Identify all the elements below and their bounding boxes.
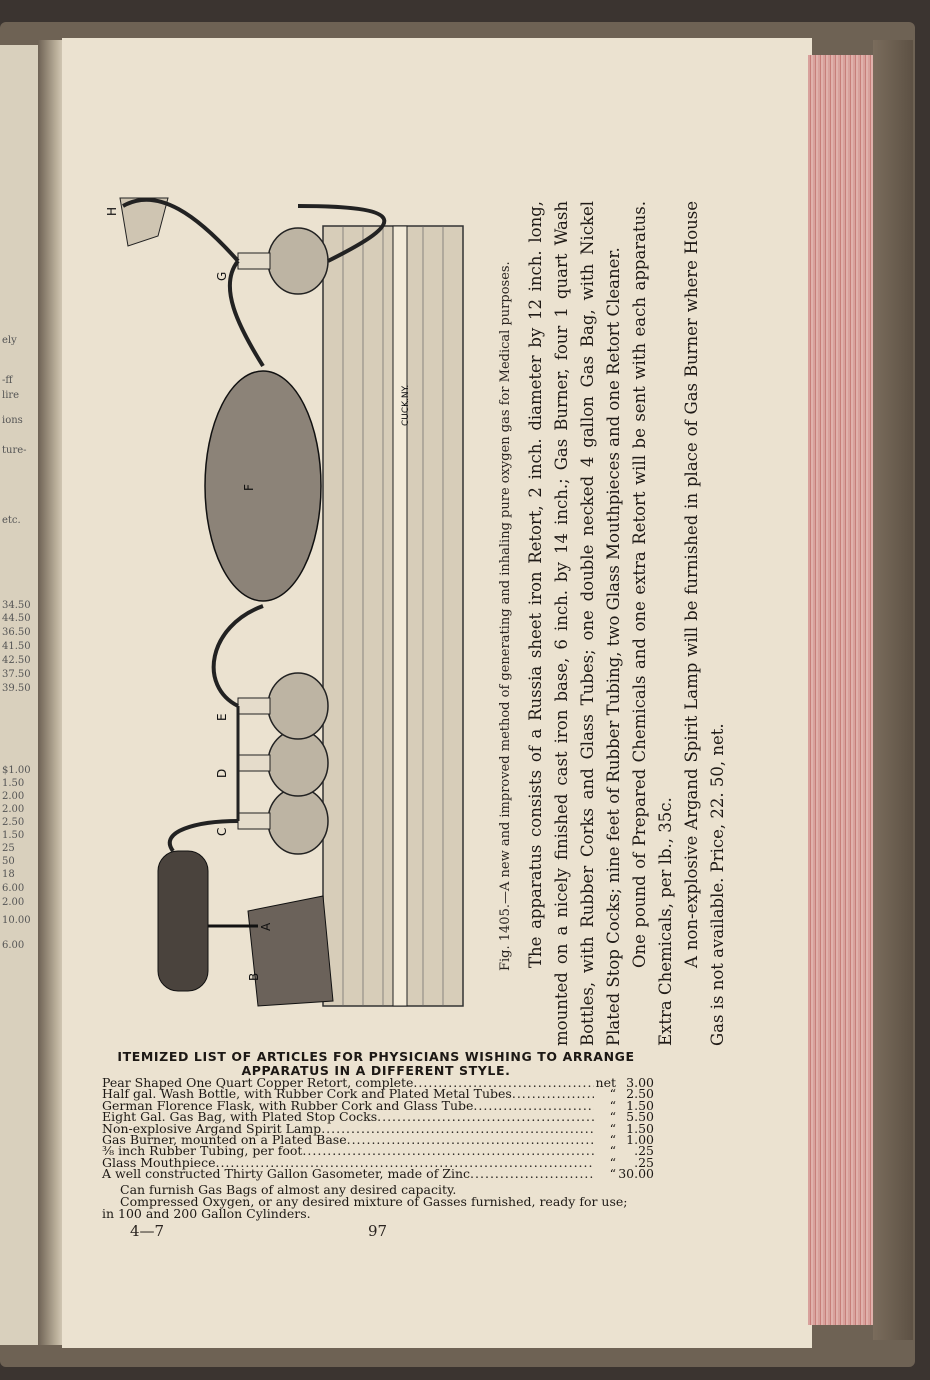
- left-page-fragment: 1.50: [2, 830, 25, 841]
- heading-line-2: APPARATUS IN A DIFFERENT STYLE.: [241, 1063, 511, 1078]
- item-unit: net: [595, 1075, 616, 1090]
- left-page-fragment: 44.50: [2, 613, 31, 624]
- label-g: G: [215, 271, 229, 281]
- left-page-fragment: 50: [2, 856, 15, 867]
- left-page-fragment: 41.50: [2, 641, 31, 652]
- left-page-fragment: 6.00: [2, 940, 25, 951]
- item-unit: “: [609, 1120, 616, 1136]
- signature-mark: 4—7: [130, 1222, 165, 1240]
- item-name: Pear Shaped One Quart Copper Retort, complete: [102, 1075, 414, 1090]
- itemized-list-heading: [102, 1050, 650, 1078]
- item-price: 1.00: [626, 1132, 654, 1148]
- left-page-fragment: 10.00: [2, 915, 31, 926]
- page-edges: [808, 55, 875, 1325]
- rotated-content: [98, 196, 727, 1046]
- item-price: 3.00: [626, 1075, 654, 1090]
- item-price: 30.00: [618, 1166, 654, 1182]
- heading-line-1: ITEMIZED LIST OF ARTICLES FOR PHYSICIANS WISHING TO ARRANGE: [117, 1049, 635, 1064]
- left-page-fragment: $1.00: [2, 765, 31, 776]
- item-name: German Florence Flask, with Rubber Cork and Glass Tube: [102, 1097, 474, 1113]
- description-paragraph: The apparatus consists of a Russia sheet iron Retort, 2 inch. diameter by 12 inch. long, mounted on a nicely finished cast iron base, 6 inch. by 14 inch.; Gas Burner, four 1 quart Wash Bottles, with Rubber Corks and Glass Tubes; one double necked 4 gallon Gas Bag, with Nickel Plated Stop Cocks; nine feet of Rubber Tubing, two Glass Mouthpieces and one Retort Cleaner.: [526, 201, 623, 1046]
- label-a: A: [259, 922, 273, 931]
- figure-caption: Fig. 1405.—A new and improved method of generating and inhaling pure oxygen gas for Medical purposes.: [498, 261, 513, 971]
- left-page-fragment: 39.50: [2, 683, 31, 694]
- item-name: Non-explosive Argand Spirit Lamp: [102, 1120, 322, 1136]
- item-name: Gas Burner, mounted on a Plated Base: [102, 1132, 347, 1148]
- label-e: E: [215, 713, 229, 721]
- item-unit: “: [609, 1154, 616, 1170]
- item-name: Eight Gal. Gas Bag, with Plated Stop Cocks: [102, 1109, 378, 1125]
- left-page-edge: [0, 45, 42, 1345]
- label-h: H: [105, 206, 119, 216]
- left-page-fragment: 1.50: [2, 778, 25, 789]
- left-page-fragment: 25: [2, 843, 15, 854]
- list-item: [102, 1166, 654, 1182]
- left-page-fragment: 2.00: [2, 791, 25, 802]
- left-page-fragment: ely: [2, 335, 17, 346]
- oxygen-apparatus-illustration: [98, 196, 470, 1046]
- item-price: 1.50: [626, 1097, 654, 1113]
- left-page-fragment: 36.50: [2, 627, 31, 638]
- item-price: 2.50: [626, 1086, 654, 1102]
- label-c: C: [215, 827, 229, 836]
- spirit-lamp-paragraph: A non-explosive Argand Spirit Lamp will be furnished in place of Gas Burner where House Gas is not available. Price, 22. 50, net.: [682, 201, 727, 1046]
- label-d: D: [215, 768, 229, 778]
- left-page-fragment: 34.50: [2, 600, 31, 611]
- item-name: A well constructed Thirty Gallon Gasometer, made of Zinc: [102, 1166, 471, 1182]
- left-page-fragment: -ff: [2, 375, 13, 386]
- item-price: .25: [634, 1143, 654, 1159]
- item-price: 5.50: [626, 1109, 654, 1125]
- left-page-fragment: ions: [2, 415, 23, 426]
- book-spine: [873, 40, 913, 1340]
- illustration-stamp: CUCK.NY.: [401, 384, 411, 426]
- gas-bag-note: Can furnish Gas Bags of almost any desired capacity.: [120, 1182, 457, 1197]
- item-unit: “: [609, 1097, 616, 1113]
- apparatus-description: [523, 201, 731, 1046]
- oxygen-note: Compressed Oxygen, or any desired mixture of Gasses furnished, ready for use;: [120, 1194, 628, 1209]
- left-page-fragment: ture-: [2, 445, 27, 456]
- item-unit: “: [609, 1166, 616, 1182]
- left-page-fragment: 6.00: [2, 883, 25, 894]
- item-name: Glass Mouthpiece: [102, 1154, 216, 1170]
- label-f: F: [242, 484, 256, 491]
- left-page-fragment: 18: [2, 869, 15, 880]
- item-price: .25: [634, 1154, 654, 1170]
- item-unit: “: [609, 1086, 616, 1102]
- left-page-fragment: 37.50: [2, 669, 31, 680]
- cylinders-note: in 100 and 200 Gallon Cylinders.: [102, 1206, 311, 1221]
- left-page-fragment: lire: [2, 390, 20, 401]
- item-unit: “: [609, 1109, 616, 1125]
- item-unit: “: [609, 1143, 616, 1159]
- item-unit: “: [609, 1132, 616, 1148]
- page-number: 97: [368, 1222, 388, 1240]
- item-price: 1.50: [626, 1120, 654, 1136]
- left-page-fragment: etc.: [2, 515, 21, 526]
- item-name: ⅜ inch Rubber Tubing, per foot: [102, 1143, 303, 1159]
- left-page-fragment: 2.50: [2, 817, 25, 828]
- itemized-price-list: [102, 1077, 654, 1180]
- item-name: Half gal. Wash Bottle, with Rubber Cork and Plated Metal Tubes: [102, 1086, 512, 1102]
- label-b: B: [247, 972, 261, 981]
- chemicals-paragraph: One pound of Prepared Chemicals and one extra Retort will be sent with each apparatus. Extra Chemicals, per lb., 35c.: [630, 201, 675, 1046]
- left-page-fragment: 42.50: [2, 655, 31, 666]
- left-page-fragment: 2.00: [2, 897, 25, 908]
- left-page-fragment: 2.00: [2, 804, 25, 815]
